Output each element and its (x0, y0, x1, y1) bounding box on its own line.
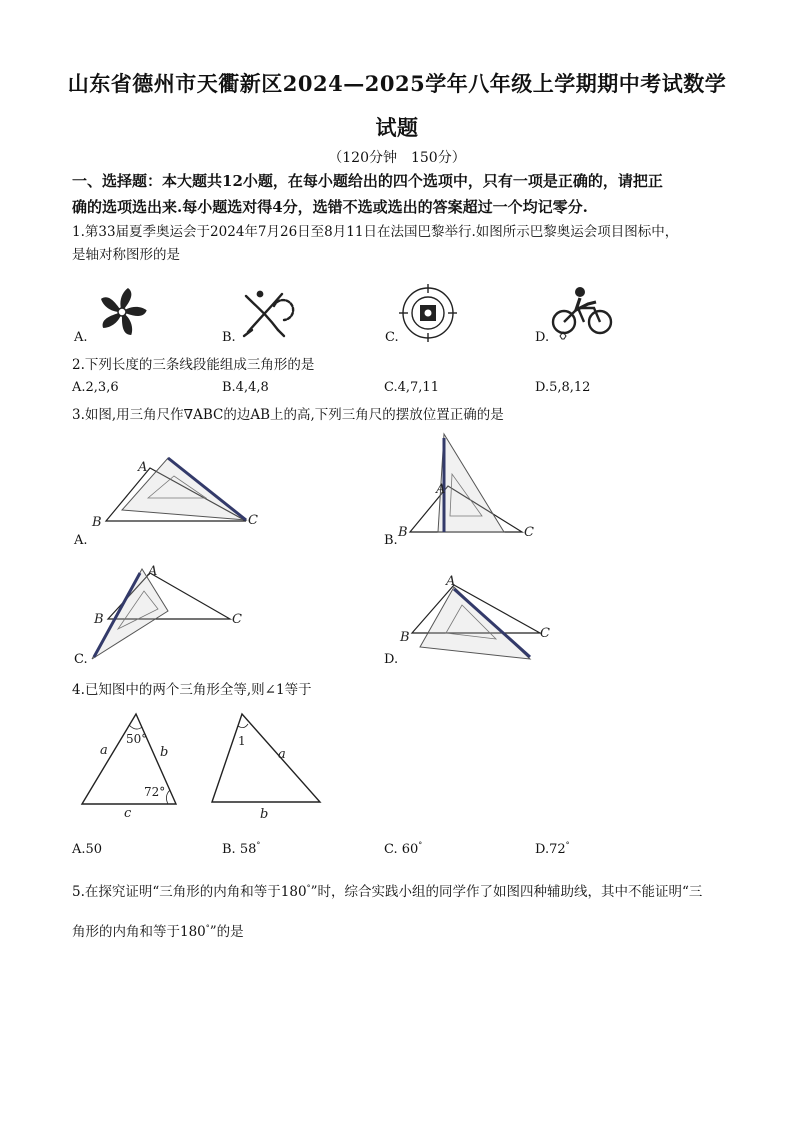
q5-line2-degree: ° (205, 923, 210, 933)
q5-stem-line2 (72, 921, 732, 943)
q5-line1-degree: ° (306, 883, 311, 893)
q4-option-a[interactable] (72, 842, 102, 857)
q1-option-d[interactable]: D. (535, 330, 550, 345)
q3b-label-c: C (524, 525, 534, 540)
q4-triangle-1 (76, 706, 186, 818)
q3-option-d[interactable]: D. (384, 652, 399, 667)
q4-option-b[interactable] (222, 842, 260, 857)
exam-title-line2: 试题 (375, 115, 419, 140)
q4-option-a-text: A.50 (72, 842, 103, 857)
fencing-icon (238, 286, 298, 342)
q4-stem: 4.已知图中的两个三角形全等,则∠1等于 (72, 682, 312, 698)
q1-stem-line2: 是轴对称图形的是 (72, 247, 180, 263)
q5-stem-line1 (72, 881, 742, 903)
exam-title-line1: 山东省德州市天衢新区2024—2025学年八年级上学期期中考试数学 (67, 71, 727, 96)
q4-fig2-side-b: b (260, 807, 269, 820)
q2-option-c[interactable]: C.4,7,11 (384, 380, 439, 395)
q3-stem: 3.如图,用三角尺作∇ABC的边AB上的高,下列三角尺的摆放位置正确的是 (72, 407, 504, 423)
q3-figure-c (88, 565, 258, 665)
q3a-label-a: A (138, 460, 148, 475)
cycling-icon (550, 284, 616, 342)
q4-fig2-side-a: a (278, 747, 286, 762)
q5-line1-part1: 5.在探究证明“三角形的内角和等于180 (72, 884, 307, 900)
section-header-line2: 确的选项选出来.每小题选对得4分，选错不选或选出的答案超过一个均记零分. (72, 198, 588, 216)
q4-fig1-side-b: b (160, 745, 169, 760)
q3c-label-c: C (232, 612, 242, 627)
q3b-label-a: A (436, 482, 446, 497)
q4-fig1-side-a: a (100, 743, 108, 758)
q5-line2-part1: 角形的内角和等于180 (72, 924, 206, 940)
q4-angle-50: 50° (126, 732, 148, 746)
q3d-label-c: C (540, 626, 550, 641)
q4-option-d[interactable] (535, 842, 570, 857)
q3d-label-a: A (446, 575, 456, 589)
q5-line1-part2: ”时，综合实践小组的同学作了如图四种辅助线，其中不能证明“三 (310, 884, 703, 900)
pinwheel-icon (88, 283, 158, 341)
q4-angle-1: 1 (238, 734, 246, 748)
q2-stem: 2.下列长度的三条线段能组成三角形的是 (72, 357, 315, 373)
q3-option-a[interactable]: A. (74, 533, 88, 548)
q4-angle-72: 72° (144, 785, 166, 799)
q4-fig1-side-c: c (124, 806, 132, 818)
q4-option-c-text: C. 60 (384, 842, 419, 857)
q1-option-a[interactable]: A. (74, 330, 88, 345)
q5-line2-part2: ”的是 (209, 924, 244, 940)
target-icon (398, 284, 458, 344)
q2-option-d[interactable]: D.5,8,12 (535, 380, 591, 395)
q2-option-b[interactable]: B.4,4,8 (222, 380, 269, 395)
q1-option-c[interactable]: C. (385, 330, 399, 345)
q3-figure-b (392, 430, 552, 545)
q4-option-d-degree: ° (565, 840, 570, 850)
q3c-label-a: A (148, 565, 158, 579)
q1-stem-line1: 1.第33届夏季奥运会于2024年7月26日至8月11日在法国巴黎举行.如图所示巴黎奥运会项目图标中， (72, 224, 679, 240)
q4-option-c[interactable] (384, 842, 422, 857)
q3b-label-b: B (398, 525, 408, 540)
q3-figure-a (88, 438, 268, 538)
q3c-label-b: B (94, 612, 104, 627)
q3-option-b[interactable]: B. (384, 533, 398, 548)
q3a-label-b: B (92, 515, 102, 530)
q4-option-c-degree: ° (418, 840, 423, 850)
q4-option-b-text: B. 58 (222, 842, 257, 857)
q3d-label-b: B (400, 630, 410, 645)
exam-subtitle: （120分钟 150分） (328, 150, 466, 166)
q3-figure-d (396, 575, 566, 665)
q4-triangle-2 (208, 708, 328, 820)
q3a-label-c: C (248, 513, 258, 528)
q4-option-d-text: D.72 (535, 842, 566, 857)
section-header-line1: 一、选择题：本大题共12小题，在每小题给出的四个选项中，只有一项是正确的，请把正 (72, 172, 663, 190)
q2-option-a[interactable]: A.2,3,6 (72, 380, 119, 395)
q4-option-b-degree: ° (256, 840, 261, 850)
q1-option-b[interactable]: B. (222, 330, 236, 345)
q3-option-c[interactable]: C. (74, 652, 88, 667)
